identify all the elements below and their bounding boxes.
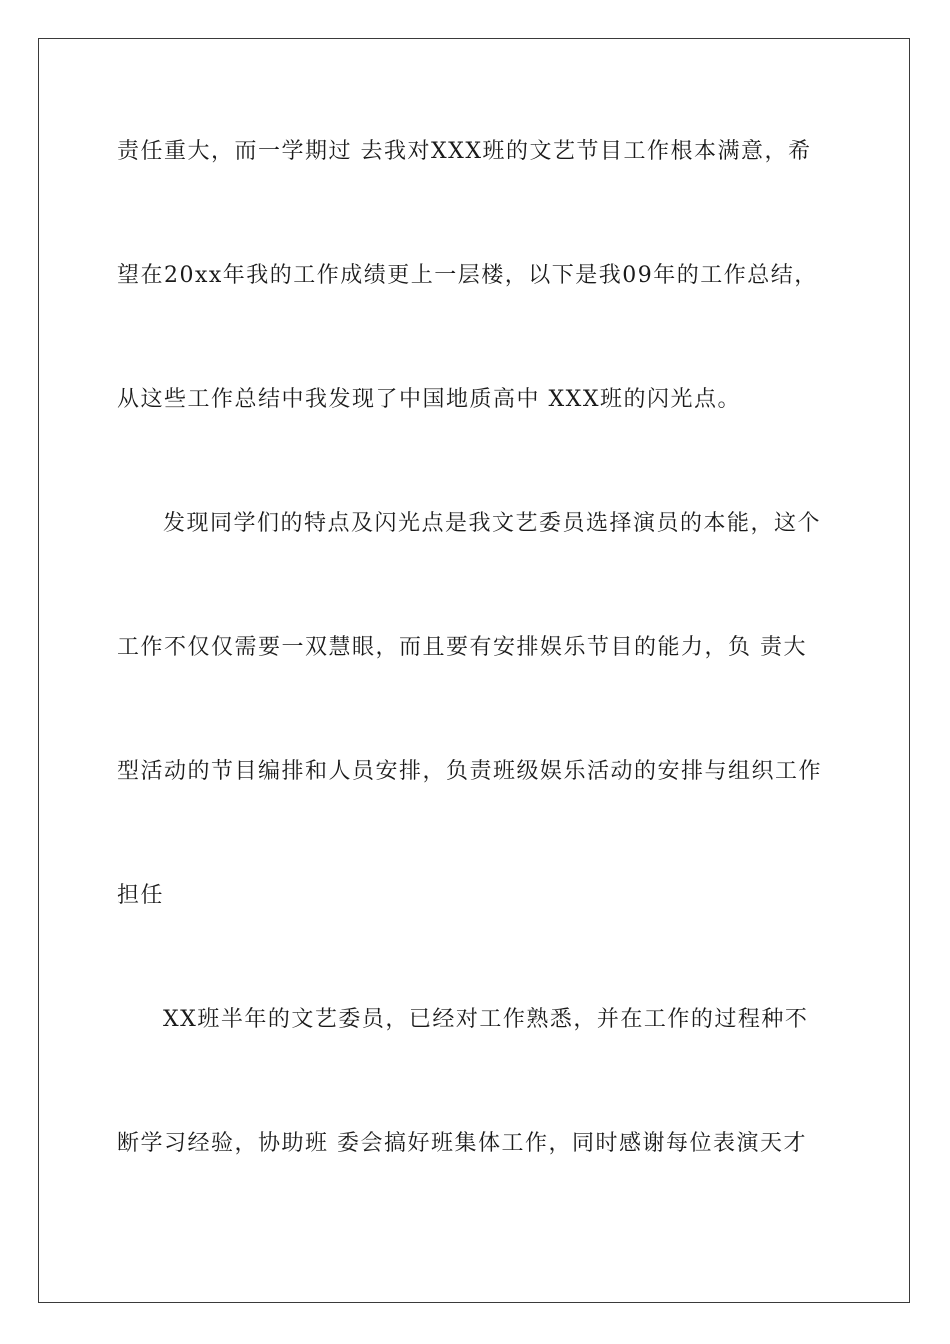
- body-text-line: 断学习经验，协助班 委会搞好班集体工作，同时感谢每位表演天才: [117, 1131, 807, 1156]
- body-text-line: 从这些工作总结中我发现了中国地质高中 XXX班的闪光点。: [117, 387, 741, 412]
- paragraph-first-line: XX班半年的文艺委员，已经对工作熟悉，并在工作的过程种不: [163, 1007, 809, 1032]
- page-border: [38, 38, 910, 1303]
- body-text-line: 型活动的节目编排和人员安排，负责班级娱乐活动的安排与组织工作: [117, 759, 823, 784]
- paragraph-first-line: 发现同学们的特点及闪光点是我文艺委员选择演员的本能，这个: [163, 511, 822, 536]
- body-text-line: 工作不仅仅需要一双慧眼，而且要有安排娱乐节目的能力，负 责大: [117, 635, 807, 660]
- body-text-line: 责任重大，而一学期过 去我对XXX班的文艺节目工作根本满意，希: [117, 139, 812, 164]
- body-text-line: 望在20xx年我的工作成绩更上一层楼，以下是我09年的工作总结，: [117, 263, 818, 288]
- body-text-line: 担任: [117, 883, 165, 908]
